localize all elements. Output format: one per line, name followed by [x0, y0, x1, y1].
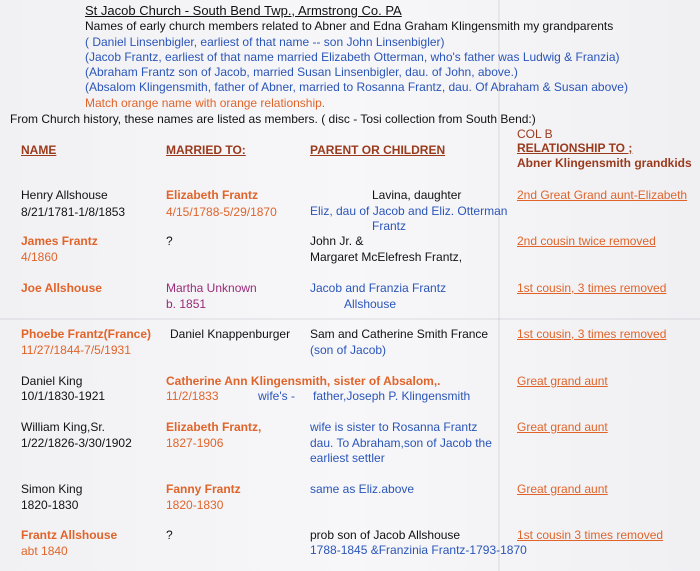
spouse-dates: 11/2/1833: [166, 389, 219, 403]
spouse-name: ?: [166, 234, 173, 248]
spouse-dates: 1820-1830: [166, 498, 224, 512]
intro-text: Names of early church members related to Abner and Edna Graham Klingensmith my grandparents: [85, 19, 614, 33]
spouse-name: Catherine Ann Klingensmith, sister of Absalom,.: [166, 374, 441, 388]
person-name: Joe Allshouse: [21, 281, 102, 295]
column-header-relationship-sub: Abner Klingensmith grandkids: [517, 156, 692, 170]
column-header-parent: PARENT OR CHILDREN: [310, 143, 446, 157]
spouse-dates: 4/15/1788-5/29/1870: [166, 205, 277, 219]
note-line: (Jacob Frantz, earliest of that name married Elizabeth Otterman, who's father was Ludwig & Franzia): [85, 50, 620, 64]
note-line: ( Daniel Linsenbigler, earliest of that name -- son John Linsenbigler): [85, 35, 445, 49]
person-dates: 11/27/1844-7/5/1931: [21, 343, 131, 357]
parent-text: same as Eliz.above: [310, 482, 415, 496]
parent-text: John Jr. &: [310, 234, 364, 248]
wife-label: wife's -: [258, 389, 295, 403]
relationship-text: Great grand aunt: [517, 420, 608, 434]
relationship-text: 1st cousin, 3 times removed: [517, 327, 667, 341]
parent-text: Margaret McElefresh Frantz,: [310, 250, 463, 264]
person-name: William King,Sr.: [21, 420, 106, 434]
relationship-text: 1st cousin 3 times removed: [517, 528, 664, 542]
parent-text: Lavina, daughter: [372, 188, 462, 202]
parent-text: Eliz, dau of Jacob and Eliz. Otterman: [310, 204, 508, 218]
match-note: Match orange name with orange relationship.: [85, 96, 326, 110]
spouse-dates: b. 1851: [166, 297, 207, 311]
person-dates: abt 1840: [21, 544, 68, 558]
fold-crease: [0, 318, 700, 320]
document-title: St Jacob Church - South Bend Twp., Armstrong Co. PA: [85, 3, 402, 18]
parent-text: Allshouse: [344, 297, 397, 311]
relationship-text: 2nd cousin twice removed: [517, 234, 656, 248]
column-header-name: NAME: [21, 143, 57, 157]
person-dates: 1820-1830: [21, 498, 79, 512]
parent-text: earliest settler: [310, 451, 385, 465]
spouse-name: Elizabeth Frantz: [166, 188, 259, 202]
spouse-name: ?: [166, 528, 173, 542]
parent-text: Frantz: [372, 219, 407, 233]
person-name: James Frantz: [21, 234, 98, 248]
person-name: Daniel King: [21, 374, 83, 388]
parent-text: dau. To Abraham,son of Jacob the: [310, 436, 492, 450]
col-b-label: COL B: [517, 127, 553, 141]
parent-text: Sam and Catherine Smith France: [310, 327, 489, 341]
note-line: (Absalom Klingensmith, father of Abner, married to Rosanna Frantz, dau. Of Abraham & Susan above): [85, 80, 628, 94]
note-line: (Abraham Frantz son of Jacob, married Susan Linsenbigler, dau. of John, above.): [85, 65, 518, 79]
spouse-name: Daniel Knappenburger: [170, 327, 291, 341]
parent-text: 1788-1845 &Franzinia Frantz-1793-1870: [310, 543, 527, 557]
relationship-text: 1st cousin, 3 times removed: [517, 281, 667, 295]
spouse-name: Martha Unknown: [166, 281, 257, 295]
parent-text: Jacob and Franzia Frantz: [310, 281, 447, 295]
spouse-dates: 1827-1906: [166, 436, 224, 450]
parent-text: wife is sister to Rosanna Frantz: [310, 420, 478, 434]
column-header-relationship: RELATIONSHIP TO ;: [517, 141, 633, 155]
person-name: Henry Allshouse: [21, 188, 108, 202]
person-dates: 1/22/1826-3/30/1902: [21, 436, 132, 450]
person-dates: 8/21/1781-1/8/1853: [21, 205, 126, 219]
relationship-text: 2nd Great Grand aunt-Elizabeth: [517, 188, 688, 202]
relationship-text: Great grand aunt: [517, 374, 608, 388]
person-name: Phoebe Frantz(France): [21, 327, 152, 341]
person-name: Simon King: [21, 482, 83, 496]
person-name: Frantz Allshouse: [21, 528, 118, 542]
person-dates: 10/1/1830-1921: [21, 389, 106, 403]
spouse-name: Elizabeth Frantz,: [166, 420, 262, 434]
parent-text: father,Joseph P. Klingensmith: [313, 389, 471, 403]
relationship-text: Great grand aunt: [517, 482, 608, 496]
column-header-married: MARRIED TO:: [166, 143, 246, 157]
parent-text: prob son of Jacob Allshouse: [310, 528, 461, 542]
source-line: From Church history, these names are listed as members. ( disc - Tosi collection from South Bend:): [10, 112, 536, 126]
person-dates: 4/1860: [21, 250, 58, 264]
parent-text: (son of Jacob): [310, 343, 387, 357]
spouse-name: Fanny Frantz: [166, 482, 241, 496]
